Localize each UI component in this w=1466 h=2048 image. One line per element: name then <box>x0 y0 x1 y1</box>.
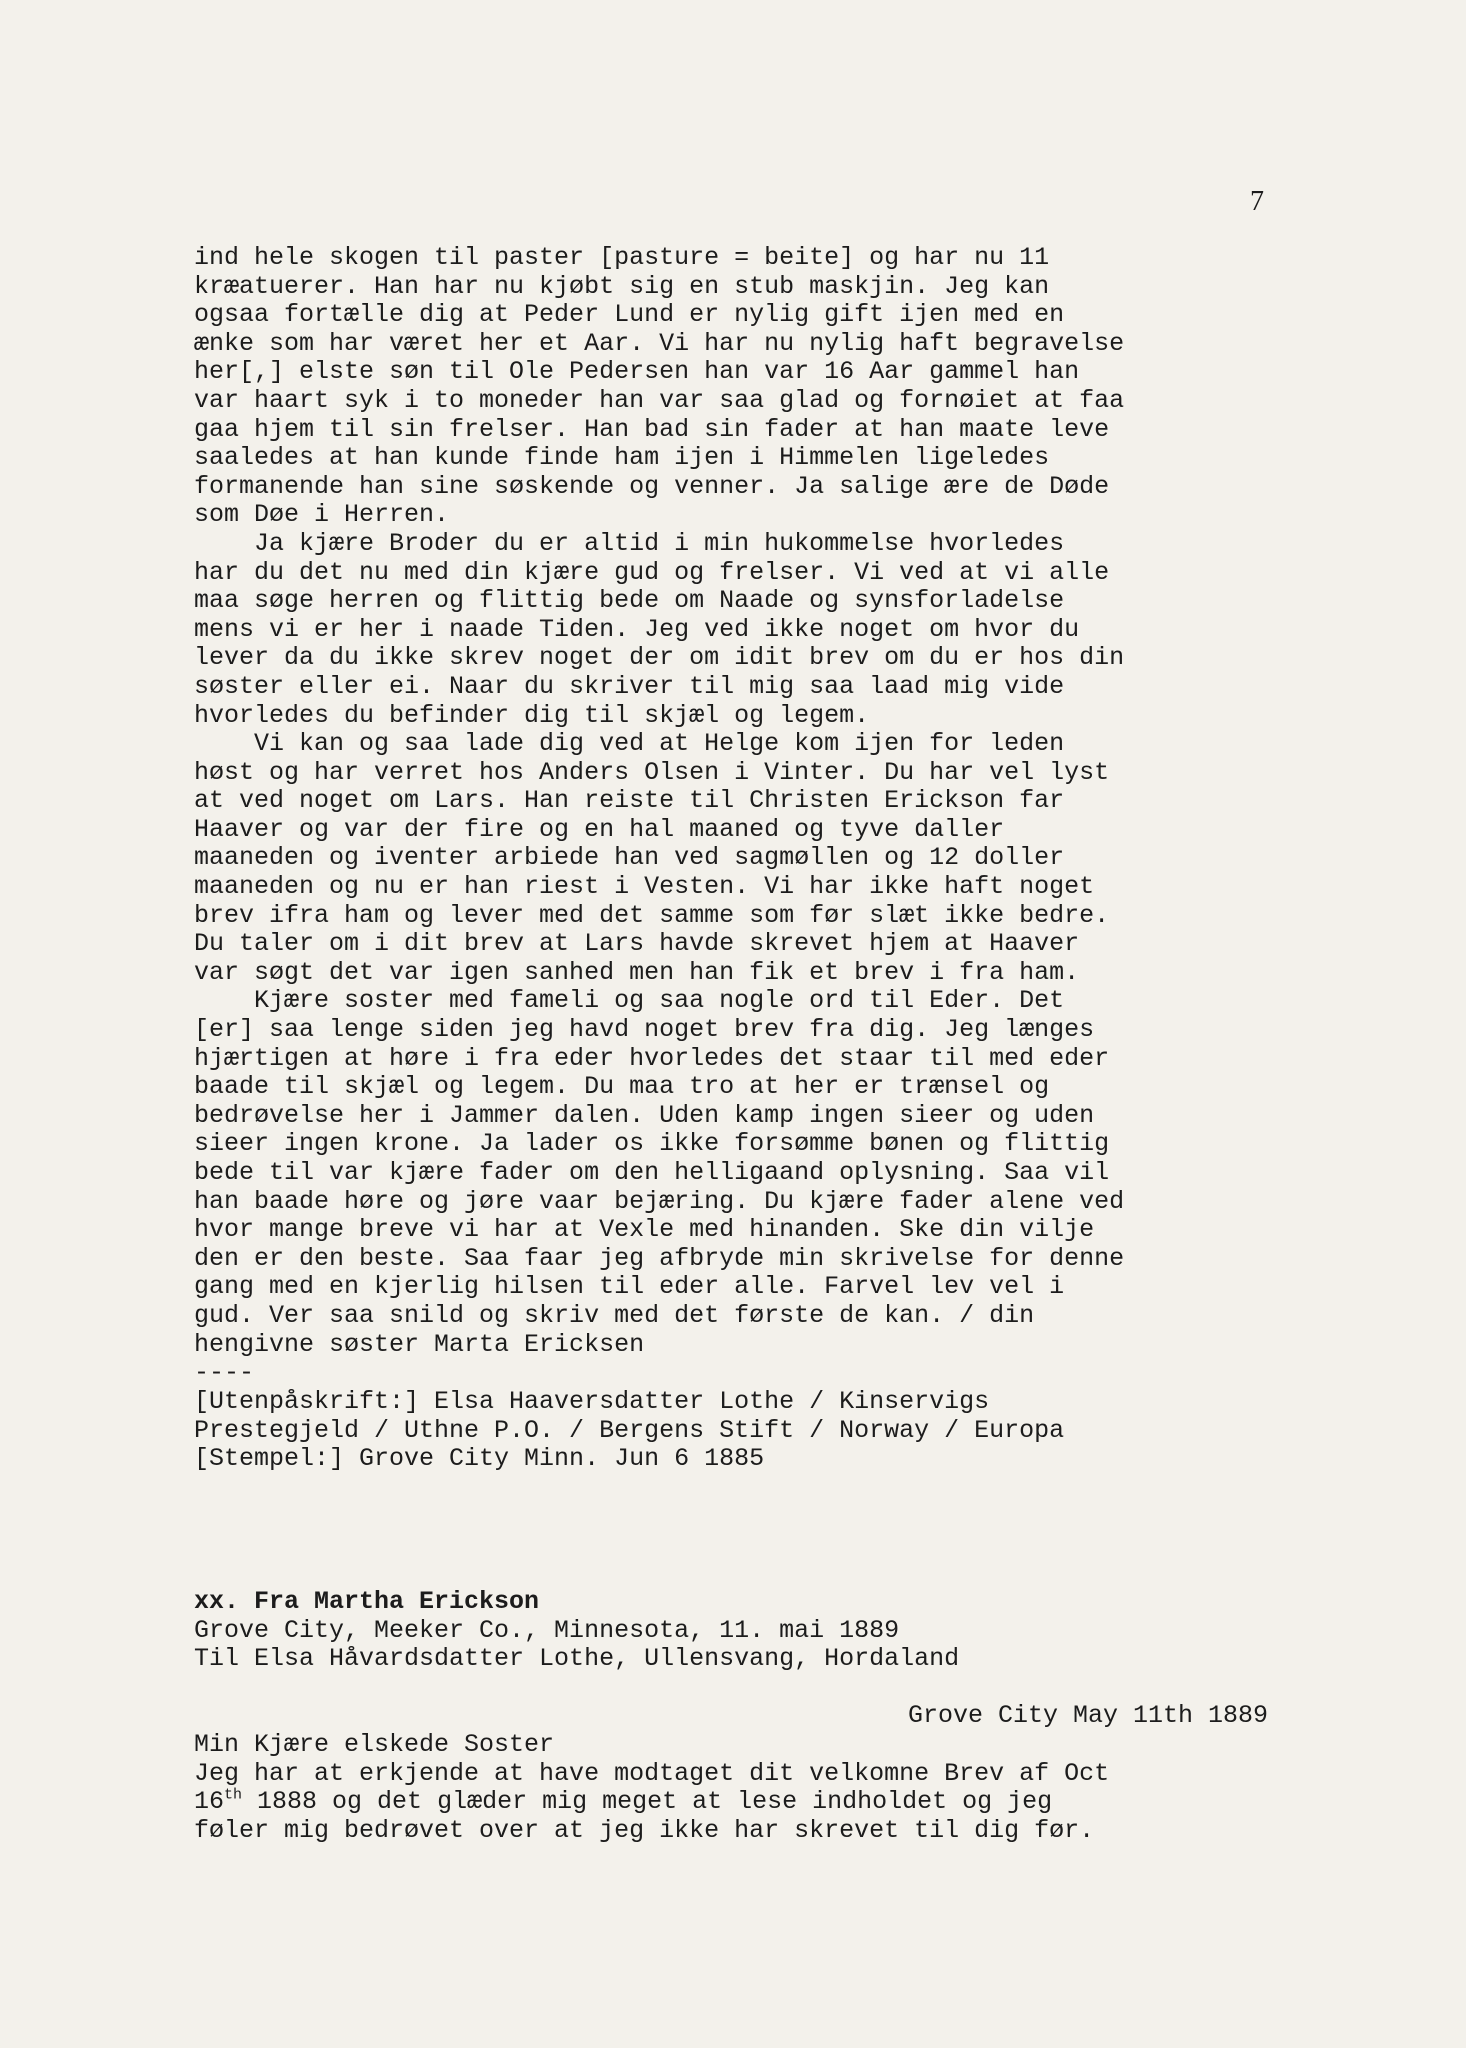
letter-line: ogsaa fortælle dig at Peder Lund er nylig gift ijen med en <box>194 300 1065 330</box>
letter-line: bede til var kjære fader om den helligaand oplysning. Saa vil <box>194 1158 1110 1187</box>
section-recipient: Til Elsa Håvardsdatter Lothe, Ullensvang, Hordaland <box>194 1644 960 1674</box>
letter-line: hjærtigen at høre i fra eder hvorledes det staar til med eder <box>194 1043 1110 1073</box>
letter-line: ind hele skogen til paster [pasture = beite] og har nu 11 <box>194 243 1050 272</box>
letter-line: hvor mange breve vi har at Vexle med hinanden. Ske din vilje <box>194 1215 1095 1245</box>
letter-line: baade til skjæl og legem. Du maa tro at her er trænsel og <box>194 1072 1050 1102</box>
letter-line: bedrøvelse her i Jammer dalen. Uden kamp ingen sieer og uden <box>194 1100 1095 1130</box>
text-line <box>194 1788 1294 1817</box>
letter-line: Kjære soster med fameli og saa nogle ord til Eder. Det <box>194 986 1065 1016</box>
letter-line: søster eller ei. Naar du skriver til mig saa laad mig vide <box>194 671 1065 701</box>
letter-line: har du det nu med din kjære gud og frelser. Vi ved at vi alle <box>194 557 1110 587</box>
letter-line: gang med en kjerlig hilsen til eder alle. Farvel lev vel i <box>194 1272 1065 1302</box>
letter-line: hengivne søster Marta Ericksen <box>194 1329 645 1359</box>
letter-line: var haart syk i to moneder han var saa glad og fornøiet at faa <box>194 385 1125 415</box>
envelope-line: [Utenpåskrift:] Elsa Haaversdatter Lothe / Kinservigs <box>194 1387 990 1416</box>
letter-line: var søgt det var igen sanhed men han fik et brev i fra ham. <box>194 957 1080 987</box>
salutation: Min Kjære elskede Soster <box>194 1730 555 1759</box>
text-line: føler mig bedrøvet over at jeg ikke har skrevet til dig før. <box>194 1815 1095 1845</box>
letter-line: gud. Ver saa snild og skriv med det første de kan. / din <box>194 1300 1035 1330</box>
text-line: Jeg har at erkjende at have modtaget dit velkomne Brev af Oct <box>194 1758 1110 1788</box>
letter-line: hvorledes du befinder dig til skjæl og legem. <box>194 700 870 730</box>
envelope-line: [Stempel:] Grove City Minn. Jun 6 1885 <box>194 1444 765 1474</box>
page-number: 7 <box>1250 186 1264 217</box>
letter-line: kræatuerer. Han har nu kjøbt sig en stub maskjin. Jeg kan <box>194 271 1050 301</box>
letter-line: [er] saa lenge siden jeg havd noget brev fra dig. Jeg længes <box>194 1015 1095 1045</box>
second-letter-body <box>194 1731 1294 1845</box>
letter-line: ænke som har været her et Aar. Vi har nu nylig haft begravelse <box>194 328 1125 358</box>
section-header <box>194 1588 1294 1674</box>
letter-line: den er den beste. Saa faar jeg afbryde min skrivelse for denne <box>194 1243 1125 1273</box>
letter-line: maaneden og nu er han riest i Vesten. Vi har ikke haft noget <box>194 872 1095 902</box>
envelope-notes <box>194 1388 1294 1474</box>
letter-line: han baade høre og jøre vaar bejæring. Du kjære fader alene ved <box>194 1186 1125 1216</box>
letter-line: Vi kan og saa lade dig ved at Helge kom ijen for leden <box>194 729 1065 759</box>
envelope-line: Prestegjeld / Uthne P.O. / Bergens Stift / Norway / Europa <box>194 1415 1065 1445</box>
text-segment: 1888 og det glæder mig meget at lese indholdet og jeg <box>242 1787 1053 1817</box>
section-place-date: Grove City, Meeker Co., Minnesota, 11. mai 1889 <box>194 1615 900 1645</box>
letter-line: saaledes at han kunde finde ham ijen i Himmelen ligeledes <box>194 443 1050 473</box>
letter-line: brev ifra ham og lever med det samme som før slæt ikke bedre. <box>194 900 1110 930</box>
letter-line: formanende han sine søskende og venner. Ja salige ære de Døde <box>194 471 1110 501</box>
letter-line: Ja kjære Broder du er altid i min hukommelse hvorledes <box>194 528 1065 558</box>
letter-line: maa søge herren og flittig bede om Naade og synsforladelse <box>194 586 1065 616</box>
section-heading: xx. Fra Martha Erickson <box>194 1587 540 1616</box>
letter-line: høst og har verret hos Anders Olsen i Vinter. Du har vel lyst <box>194 757 1110 787</box>
ordinal-suffix: th <box>224 1786 243 1804</box>
letter-line: her[,] elste søn til Ole Pedersen han var 16 Aar gammel han <box>194 357 1080 387</box>
letter-line: Du taler om i dit brev at Lars havde skrevet hjem at Haaver <box>194 929 1080 959</box>
letter-line: maaneden og iventer arbiede han ved sagmøllen og 12 doller <box>194 843 1065 873</box>
letter-body <box>194 244 1294 1388</box>
letter-line: at ved noget om Lars. Han reiste til Christen Erickson far <box>194 786 1065 816</box>
letter-line: sieer ingen krone. Ja lader os ikke forsømme bønen og flittig <box>194 1129 1110 1159</box>
letter-line: Haaver og var der fire og en hal maaned og tyve daller <box>194 814 1005 844</box>
letter-line: gaa hjem til sin frelser. Han bad sin fader at han maate leve <box>194 414 1110 444</box>
letter-line: mens vi er her i naade Tiden. Jeg ved ikke noget om hvor du <box>194 614 1080 644</box>
letter-line: ---- <box>194 1358 255 1388</box>
letter-line: som Døe i Herren. <box>194 500 450 530</box>
day-number: 16 <box>194 1787 225 1817</box>
letter-dateline: Grove City May 11th 1889 <box>907 1701 1268 1730</box>
letter-line: lever da du ikke skrev noget der om idit brev om du er hos din <box>194 643 1125 673</box>
